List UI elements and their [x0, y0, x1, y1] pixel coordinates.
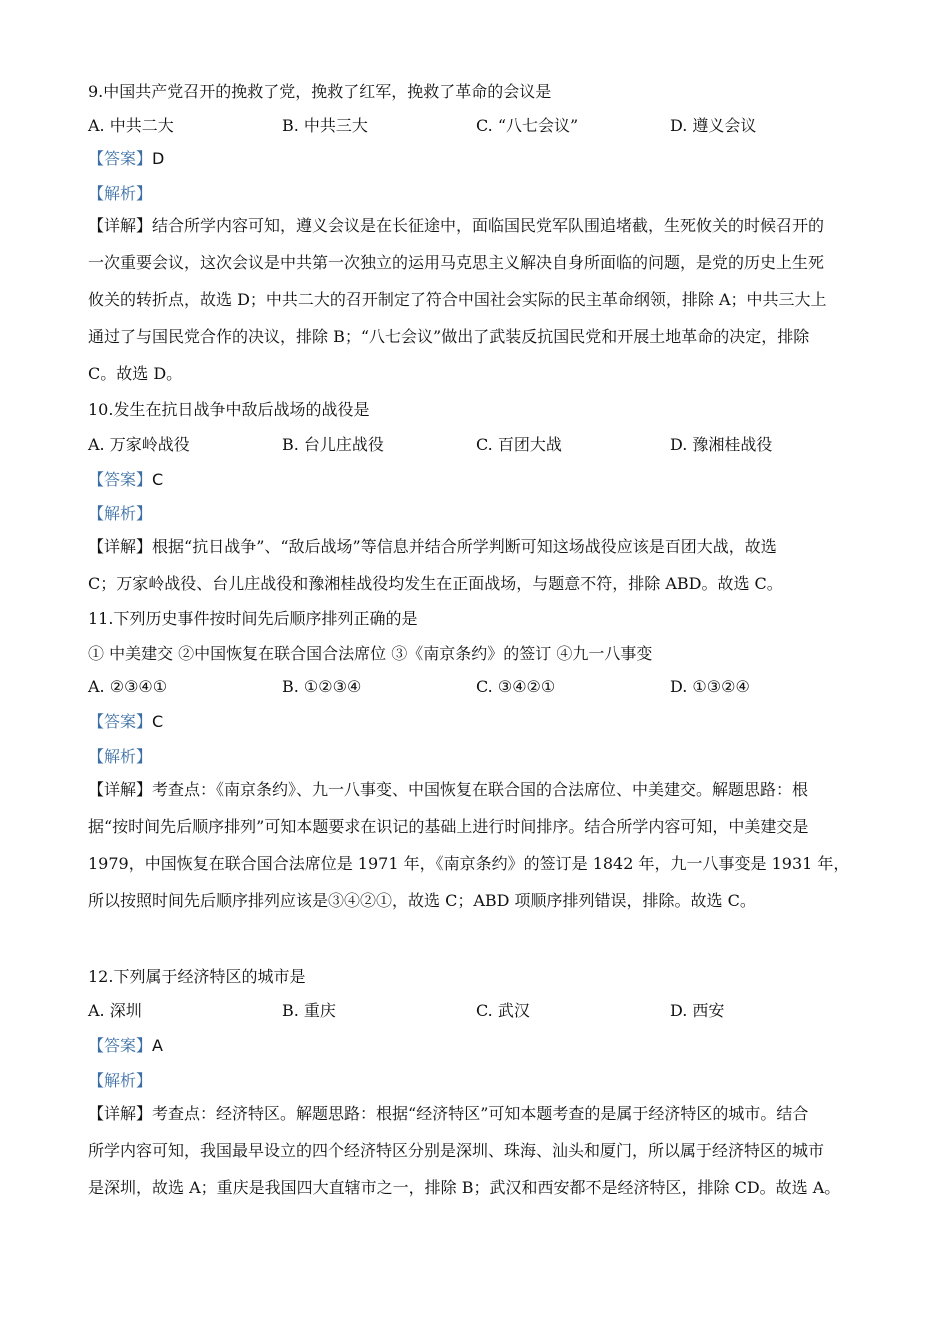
analysis-label: 【解析】: [88, 747, 153, 766]
question-12-answer: [88, 1036, 163, 1056]
question-9-answer: [88, 149, 164, 169]
question-9-option-a: A. 中共二大: [88, 116, 174, 135]
question-9-stem: 9.中国共产党召开的挽救了党，挽救了红军，挽救了革命的会议是: [88, 82, 552, 101]
question-11-option-b: B. ①②③④: [282, 677, 362, 696]
answer-value: C: [152, 470, 164, 489]
question-11-stem: 11.下列历史事件按时间先后顺序排列正确的是: [88, 609, 418, 628]
question-10-option-c: C. 百团大战: [476, 435, 562, 454]
detail-label: 【详解】: [88, 537, 153, 556]
question-11-option-d: D. ①③②④: [670, 677, 750, 696]
question-12-option-b: B. 重庆: [282, 1001, 336, 1020]
detail-line: 【详解】考查点：经济特区。解题思路：根据“经济特区”可知本题考查的是属于经济特区的城市。结合: [88, 1104, 809, 1123]
answer-value: C: [152, 712, 164, 731]
question-9-analysis-label: [88, 184, 152, 204]
detail-label: 【详解】: [88, 216, 153, 235]
question-11-detail: [88, 771, 868, 919]
answer-label: 【答案】: [88, 712, 153, 731]
question-11-option-a: A. ②③④①: [88, 677, 168, 696]
question-9-option-d: D. 遵义会议: [670, 116, 757, 135]
detail-line: 1979，中国恢复在联合国合法席位是 1971 年，《南京条约》的签订是 1842 年，九一八事变是 1931 年，: [88, 854, 850, 873]
question-10-answer: [88, 470, 163, 490]
detail-line: 【详解】根据“抗日战争”、“敌后战场”等信息并结合所学判断可知这场战役应该是百团大战，故选: [88, 537, 777, 556]
question-11-analysis-label: [88, 747, 152, 767]
question-9-option-b: B. 中共三大: [282, 116, 368, 135]
question-10-stem: 10.发生在抗日战争中敌后战场的战役是: [88, 400, 370, 419]
detail-line: 【详解】结合所学内容可知，遵义会议是在长征途中，面临国民党军队围追堵截，生死攸关的时候召开的: [88, 216, 825, 235]
detail-label: 【详解】: [88, 780, 153, 799]
detail-line: 所以按照时间先后顺序排列应该是③④②①，故选 C；ABD 项顺序排列错误，排除。故选 C。: [88, 891, 756, 910]
question-10-detail: [88, 528, 868, 602]
answer-value: D: [152, 149, 165, 168]
answer-label: 【答案】: [88, 470, 153, 489]
detail-line: C；万家岭战役、台儿庄战役和豫湘桂战役均发生在正面战场，与题意不符，排除 ABD。故选 C。: [88, 574, 783, 593]
answer-value: A: [152, 1036, 163, 1055]
question-10-option-d: D. 豫湘桂战役: [670, 435, 773, 454]
question-11-option-c: C. ③④②①: [476, 677, 556, 696]
question-12-option-d: D. 西安: [670, 1001, 725, 1020]
detail-line: 攸关的转折点，故选 D；中共二大的召开制定了符合中国社会实际的民主革命纲领，排除 A；中共三大上: [88, 290, 827, 309]
detail-line: 是深圳，故选 A；重庆是我国四大直辖市之一，排除 B；武汉和西安都不是经济特区，排除 CD。故选 A。: [88, 1178, 841, 1197]
question-11-items: ① 中美建交 ②中国恢复在联合国合法席位 ③《南京条约》的签订 ④九一八事变: [88, 644, 653, 663]
analysis-label: 【解析】: [88, 184, 153, 203]
question-9-option-c: C. “八七会议”: [476, 116, 579, 135]
question-9-detail: [88, 207, 868, 392]
detail-line: 【详解】考查点：《南京条约》、九一八事变、中国恢复在联合国的合法席位、中美建交。解题思路：根: [88, 780, 809, 799]
question-12-option-c: C. 武汉: [476, 1001, 530, 1020]
analysis-label: 【解析】: [88, 1071, 153, 1090]
detail-label: 【详解】: [88, 1104, 153, 1123]
answer-label: 【答案】: [88, 149, 153, 168]
question-12-option-a: A. 深圳: [88, 1001, 142, 1020]
detail-line: C。故选 D。: [88, 364, 183, 383]
question-12-stem: 12.下列属于经济特区的城市是: [88, 967, 306, 986]
detail-line: 通过了与国民党合作的决议，排除 B；“八七会议”做出了武装反抗国民党和开展土地革命的决定，排除: [88, 327, 810, 346]
question-10-analysis-label: [88, 504, 152, 524]
detail-line: 据“按时间先后顺序排列”可知本题要求在识记的基础上进行时间排序。结合所学内容可知，中美建交是: [88, 817, 809, 836]
question-12-detail: [88, 1095, 868, 1206]
analysis-label: 【解析】: [88, 504, 153, 523]
question-11-answer: [88, 712, 163, 732]
detail-line: 一次重要会议，这次会议是中共第一次独立的运用马克思主义解决自身所面临的问题，是党的历史上生死: [88, 253, 825, 272]
question-10-option-b: B. 台儿庄战役: [282, 435, 384, 454]
question-10-option-a: A. 万家岭战役: [88, 435, 190, 454]
detail-line: 所学内容可知，我国最早设立的四个经济特区分别是深圳、珠海、汕头和厦门，所以属于经济特区的城市: [88, 1141, 825, 1160]
question-12-analysis-label: [88, 1071, 152, 1091]
answer-label: 【答案】: [88, 1036, 153, 1055]
